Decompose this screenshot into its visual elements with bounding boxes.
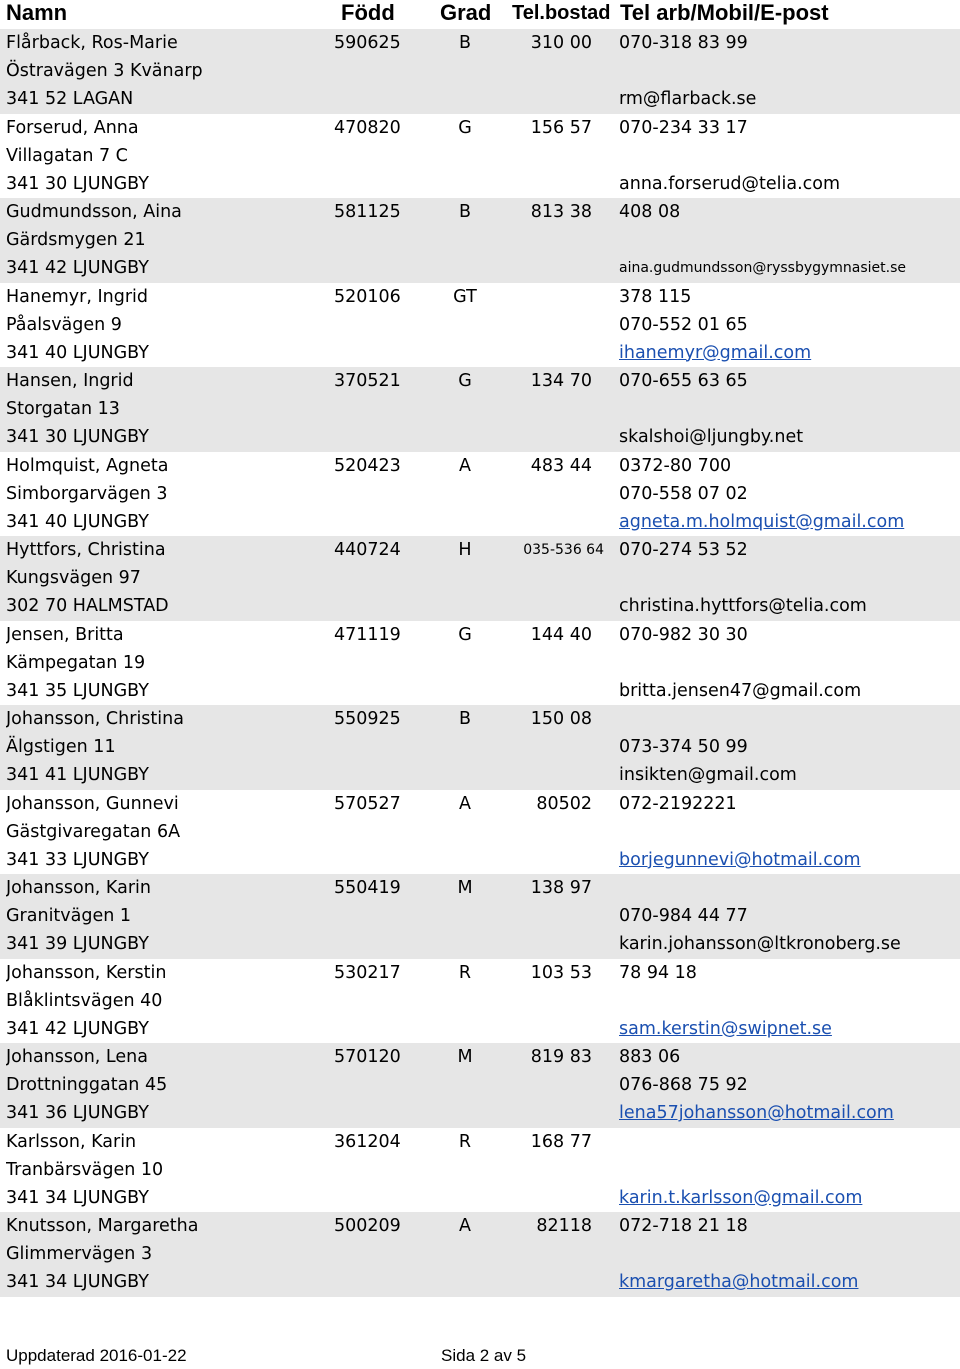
member-grade: A xyxy=(459,793,471,814)
member-grade: B xyxy=(458,202,471,222)
member-email: karin.johansson@ltkronoberg.se xyxy=(619,934,901,954)
member-city: 302 70 HALMSTAD xyxy=(6,596,169,616)
member-name: Hanemyr, Ingrid xyxy=(6,286,148,307)
member-name: Johansson, Lena xyxy=(6,1047,148,1067)
member-birthdate: 440724 xyxy=(334,540,401,560)
member-street: Gästgivaregatan 6A xyxy=(6,821,181,842)
column-header-grade: Grad xyxy=(440,0,492,25)
member-entry xyxy=(0,790,960,875)
member-name: Gudmundsson, Aina xyxy=(6,202,182,222)
member-name: Johansson, Karin xyxy=(6,878,151,898)
member-home-phone: 813 38 xyxy=(530,202,592,222)
member-contact-line-1 xyxy=(619,1128,959,1156)
member-grade: M xyxy=(457,878,473,898)
member-grade: R xyxy=(458,962,472,983)
member-email[interactable]: ihanemyr@gmail.com xyxy=(619,342,812,363)
member-grade: GT xyxy=(453,286,477,307)
member-name: Johansson, Gunnevi xyxy=(6,793,179,814)
member-street: Gärdsmygen 21 xyxy=(6,230,146,250)
member-entry xyxy=(0,621,960,706)
member-contact-line-2 xyxy=(619,1240,959,1268)
member-entry xyxy=(0,283,960,368)
member-email[interactable]: karin.t.karlsson@gmail.com xyxy=(619,1187,863,1208)
member-list xyxy=(0,29,960,1297)
member-city: 341 40 LJUNGBY xyxy=(6,511,149,532)
member-entry xyxy=(0,1212,960,1297)
member-contact-line-2 xyxy=(619,1156,959,1184)
member-contact-line-2 xyxy=(619,564,959,592)
member-contact-line-2 xyxy=(619,226,959,254)
member-contact-line-2 xyxy=(619,395,959,423)
member-entry xyxy=(0,1128,960,1213)
member-birthdate: 590625 xyxy=(334,33,401,53)
member-city: 341 42 LJUNGBY xyxy=(6,1018,149,1039)
member-name: Karlsson, Karin xyxy=(6,1131,137,1152)
member-contact-line-2: 070-984 44 77 xyxy=(619,906,748,926)
member-street: Simborgarvägen 3 xyxy=(6,483,168,504)
member-street: Kämpegatan 19 xyxy=(6,652,146,673)
member-city: 341 52 LAGAN xyxy=(6,89,134,109)
member-birthdate: 530217 xyxy=(334,962,401,983)
member-birthdate: 520423 xyxy=(334,455,401,476)
member-email[interactable]: sam.kerstin@swipnet.se xyxy=(619,1018,832,1039)
member-contact-line-1: 070-318 83 99 xyxy=(619,33,748,53)
column-header-postcode: Tel.bostad xyxy=(512,2,611,24)
column-header-contact: Tel arb/Mobil/E-post xyxy=(620,0,829,25)
member-email: aina.gudmundsson@ryssbygymnasiet.se xyxy=(619,260,907,276)
member-street: Östravägen 3 Kvänarp xyxy=(6,61,203,81)
member-grade: G xyxy=(458,371,472,391)
member-grade: H xyxy=(458,540,472,560)
page-footer xyxy=(0,1344,960,1368)
member-name: Hansen, Ingrid xyxy=(6,371,134,391)
member-contact-line-1: 070-655 63 65 xyxy=(619,371,748,391)
member-email: anna.forserud@telia.com xyxy=(619,173,841,194)
member-home-phone: 134 70 xyxy=(530,371,592,391)
member-home-phone: 035-536 64 xyxy=(523,542,604,558)
member-email[interactable]: lena57johansson@hotmail.com xyxy=(619,1103,894,1123)
member-name: Hyttfors, Christina xyxy=(6,540,166,560)
member-birthdate: 470820 xyxy=(334,117,401,138)
member-name: Flårback, Ros-Marie xyxy=(6,33,178,53)
member-birthdate: 500209 xyxy=(334,1216,401,1236)
member-entry xyxy=(0,452,960,537)
member-email: christina.hyttfors@telia.com xyxy=(619,596,867,616)
member-contact-line-1: 070-982 30 30 xyxy=(619,624,748,645)
member-street: Glimmervägen 3 xyxy=(6,1244,153,1264)
member-contact-line-1: 070-234 33 17 xyxy=(619,117,748,138)
member-street: Blåklintsvägen 40 xyxy=(6,990,163,1011)
member-home-phone: 144 40 xyxy=(530,624,592,645)
member-birthdate: 361204 xyxy=(334,1131,401,1152)
member-birthdate: 581125 xyxy=(334,202,401,222)
member-home-phone: 156 57 xyxy=(530,117,592,138)
member-street: Villagatan 7 C xyxy=(6,145,128,166)
member-street: Granitvägen 1 xyxy=(6,906,132,926)
member-name: Holmquist, Agneta xyxy=(6,455,169,476)
member-home-phone: 80502 xyxy=(536,793,592,814)
member-street: Älgstigen 11 xyxy=(6,737,116,757)
member-name: Forserud, Anna xyxy=(6,117,139,138)
member-birthdate: 370521 xyxy=(334,371,401,391)
member-entry xyxy=(0,114,960,199)
member-grade: B xyxy=(458,33,471,53)
member-contact-line-1: 072-2192221 xyxy=(619,793,737,814)
member-home-phone: 168 77 xyxy=(530,1131,592,1152)
member-contact-line-1: 0372-80 700 xyxy=(619,455,732,476)
member-contact-line-1 xyxy=(619,874,959,902)
member-contact-line-2 xyxy=(619,649,959,677)
member-entry xyxy=(0,198,960,283)
member-grade: A xyxy=(459,1216,471,1236)
member-home-phone xyxy=(500,283,610,311)
member-grade: G xyxy=(458,624,472,645)
member-contact-line-2 xyxy=(619,57,959,85)
member-entry xyxy=(0,367,960,452)
member-contact-line-2: 076-868 75 92 xyxy=(619,1075,748,1095)
member-entry xyxy=(0,705,960,790)
member-contact-line-1: 78 94 18 xyxy=(619,962,697,983)
member-birthdate: 570120 xyxy=(334,1047,401,1067)
member-name: Knutsson, Margaretha xyxy=(6,1216,199,1236)
member-home-phone: 138 97 xyxy=(530,878,592,898)
member-home-phone: 310 00 xyxy=(530,33,592,53)
member-city: 341 42 LJUNGBY xyxy=(6,258,149,278)
member-contact-line-1: 070-274 53 52 xyxy=(619,540,748,560)
member-contact-line-2 xyxy=(619,987,959,1015)
member-email[interactable]: borjegunnevi@hotmail.com xyxy=(619,849,861,870)
member-birthdate: 570527 xyxy=(334,793,401,814)
column-header-born: Född xyxy=(341,0,395,25)
member-grade: R xyxy=(458,1131,472,1152)
member-email[interactable]: kmargaretha@hotmail.com xyxy=(619,1272,859,1292)
table-header xyxy=(0,0,960,28)
member-grade: A xyxy=(459,455,471,476)
member-city: 341 41 LJUNGBY xyxy=(6,765,149,785)
member-contact-line-2: 070-558 07 02 xyxy=(619,483,748,504)
member-name: Johansson, Christina xyxy=(6,709,184,729)
member-grade: M xyxy=(457,1047,473,1067)
column-header-name: Namn xyxy=(6,0,68,25)
member-city: 341 36 LJUNGBY xyxy=(6,1103,149,1123)
member-email: skalshoi@ljungby.net xyxy=(619,427,804,447)
updated-date: Uppdaterad 2016-01-22 xyxy=(6,1346,187,1365)
member-home-phone: 150 08 xyxy=(530,709,592,729)
member-contact-line-2 xyxy=(619,142,959,170)
member-home-phone: 819 83 xyxy=(530,1047,592,1067)
member-contact-line-1: 378 115 xyxy=(619,286,692,307)
member-email[interactable]: agneta.m.holmquist@gmail.com xyxy=(619,511,905,532)
member-contact-line-1 xyxy=(619,705,959,733)
page-number: Sida 2 av 5 xyxy=(441,1346,527,1365)
member-birthdate: 550925 xyxy=(334,709,401,729)
member-entry xyxy=(0,1043,960,1128)
member-home-phone: 82118 xyxy=(536,1216,592,1236)
member-birthdate: 550419 xyxy=(334,878,401,898)
member-birthdate: 471119 xyxy=(334,624,401,645)
member-entry xyxy=(0,959,960,1044)
member-city: 341 34 LJUNGBY xyxy=(6,1187,149,1208)
member-contact-line-1: 408 08 xyxy=(619,202,681,222)
member-city: 341 33 LJUNGBY xyxy=(6,849,149,870)
member-birthdate: 520106 xyxy=(334,286,401,307)
member-grade: B xyxy=(458,709,471,729)
member-city: 341 35 LJUNGBY xyxy=(6,680,149,701)
member-city: 341 30 LJUNGBY xyxy=(6,173,149,194)
member-email: rm@flarback.se xyxy=(619,89,757,109)
member-entry xyxy=(0,536,960,621)
member-entry xyxy=(0,29,960,114)
member-home-phone: 103 53 xyxy=(530,962,592,983)
member-contact-line-1: 883 06 xyxy=(619,1047,681,1067)
member-street: Storgatan 13 xyxy=(6,399,120,419)
member-grade: G xyxy=(458,117,472,138)
member-street: Tranbärsvägen 10 xyxy=(6,1159,164,1180)
member-city: 341 30 LJUNGBY xyxy=(6,427,149,447)
member-name: Johansson, Kerstin xyxy=(6,962,167,983)
member-email: britta.jensen47@gmail.com xyxy=(619,680,862,701)
member-city: 341 40 LJUNGBY xyxy=(6,342,149,363)
member-email: insikten@gmail.com xyxy=(619,765,797,785)
member-contact-line-2: 070-552 01 65 xyxy=(619,314,748,335)
member-street: Kungsvägen 97 xyxy=(6,568,141,588)
member-home-phone: 483 44 xyxy=(530,455,592,476)
member-street: Drottninggatan 45 xyxy=(6,1075,168,1095)
member-contact-line-2 xyxy=(619,818,959,846)
member-entry xyxy=(0,874,960,959)
member-city: 341 39 LJUNGBY xyxy=(6,934,149,954)
member-name: Jensen, Britta xyxy=(6,624,124,645)
member-contact-line-1: 072-718 21 18 xyxy=(619,1216,748,1236)
member-city: 341 34 LJUNGBY xyxy=(6,1272,149,1292)
member-contact-line-2: 073-374 50 99 xyxy=(619,737,748,757)
member-street: Påalsvägen 9 xyxy=(6,314,122,335)
